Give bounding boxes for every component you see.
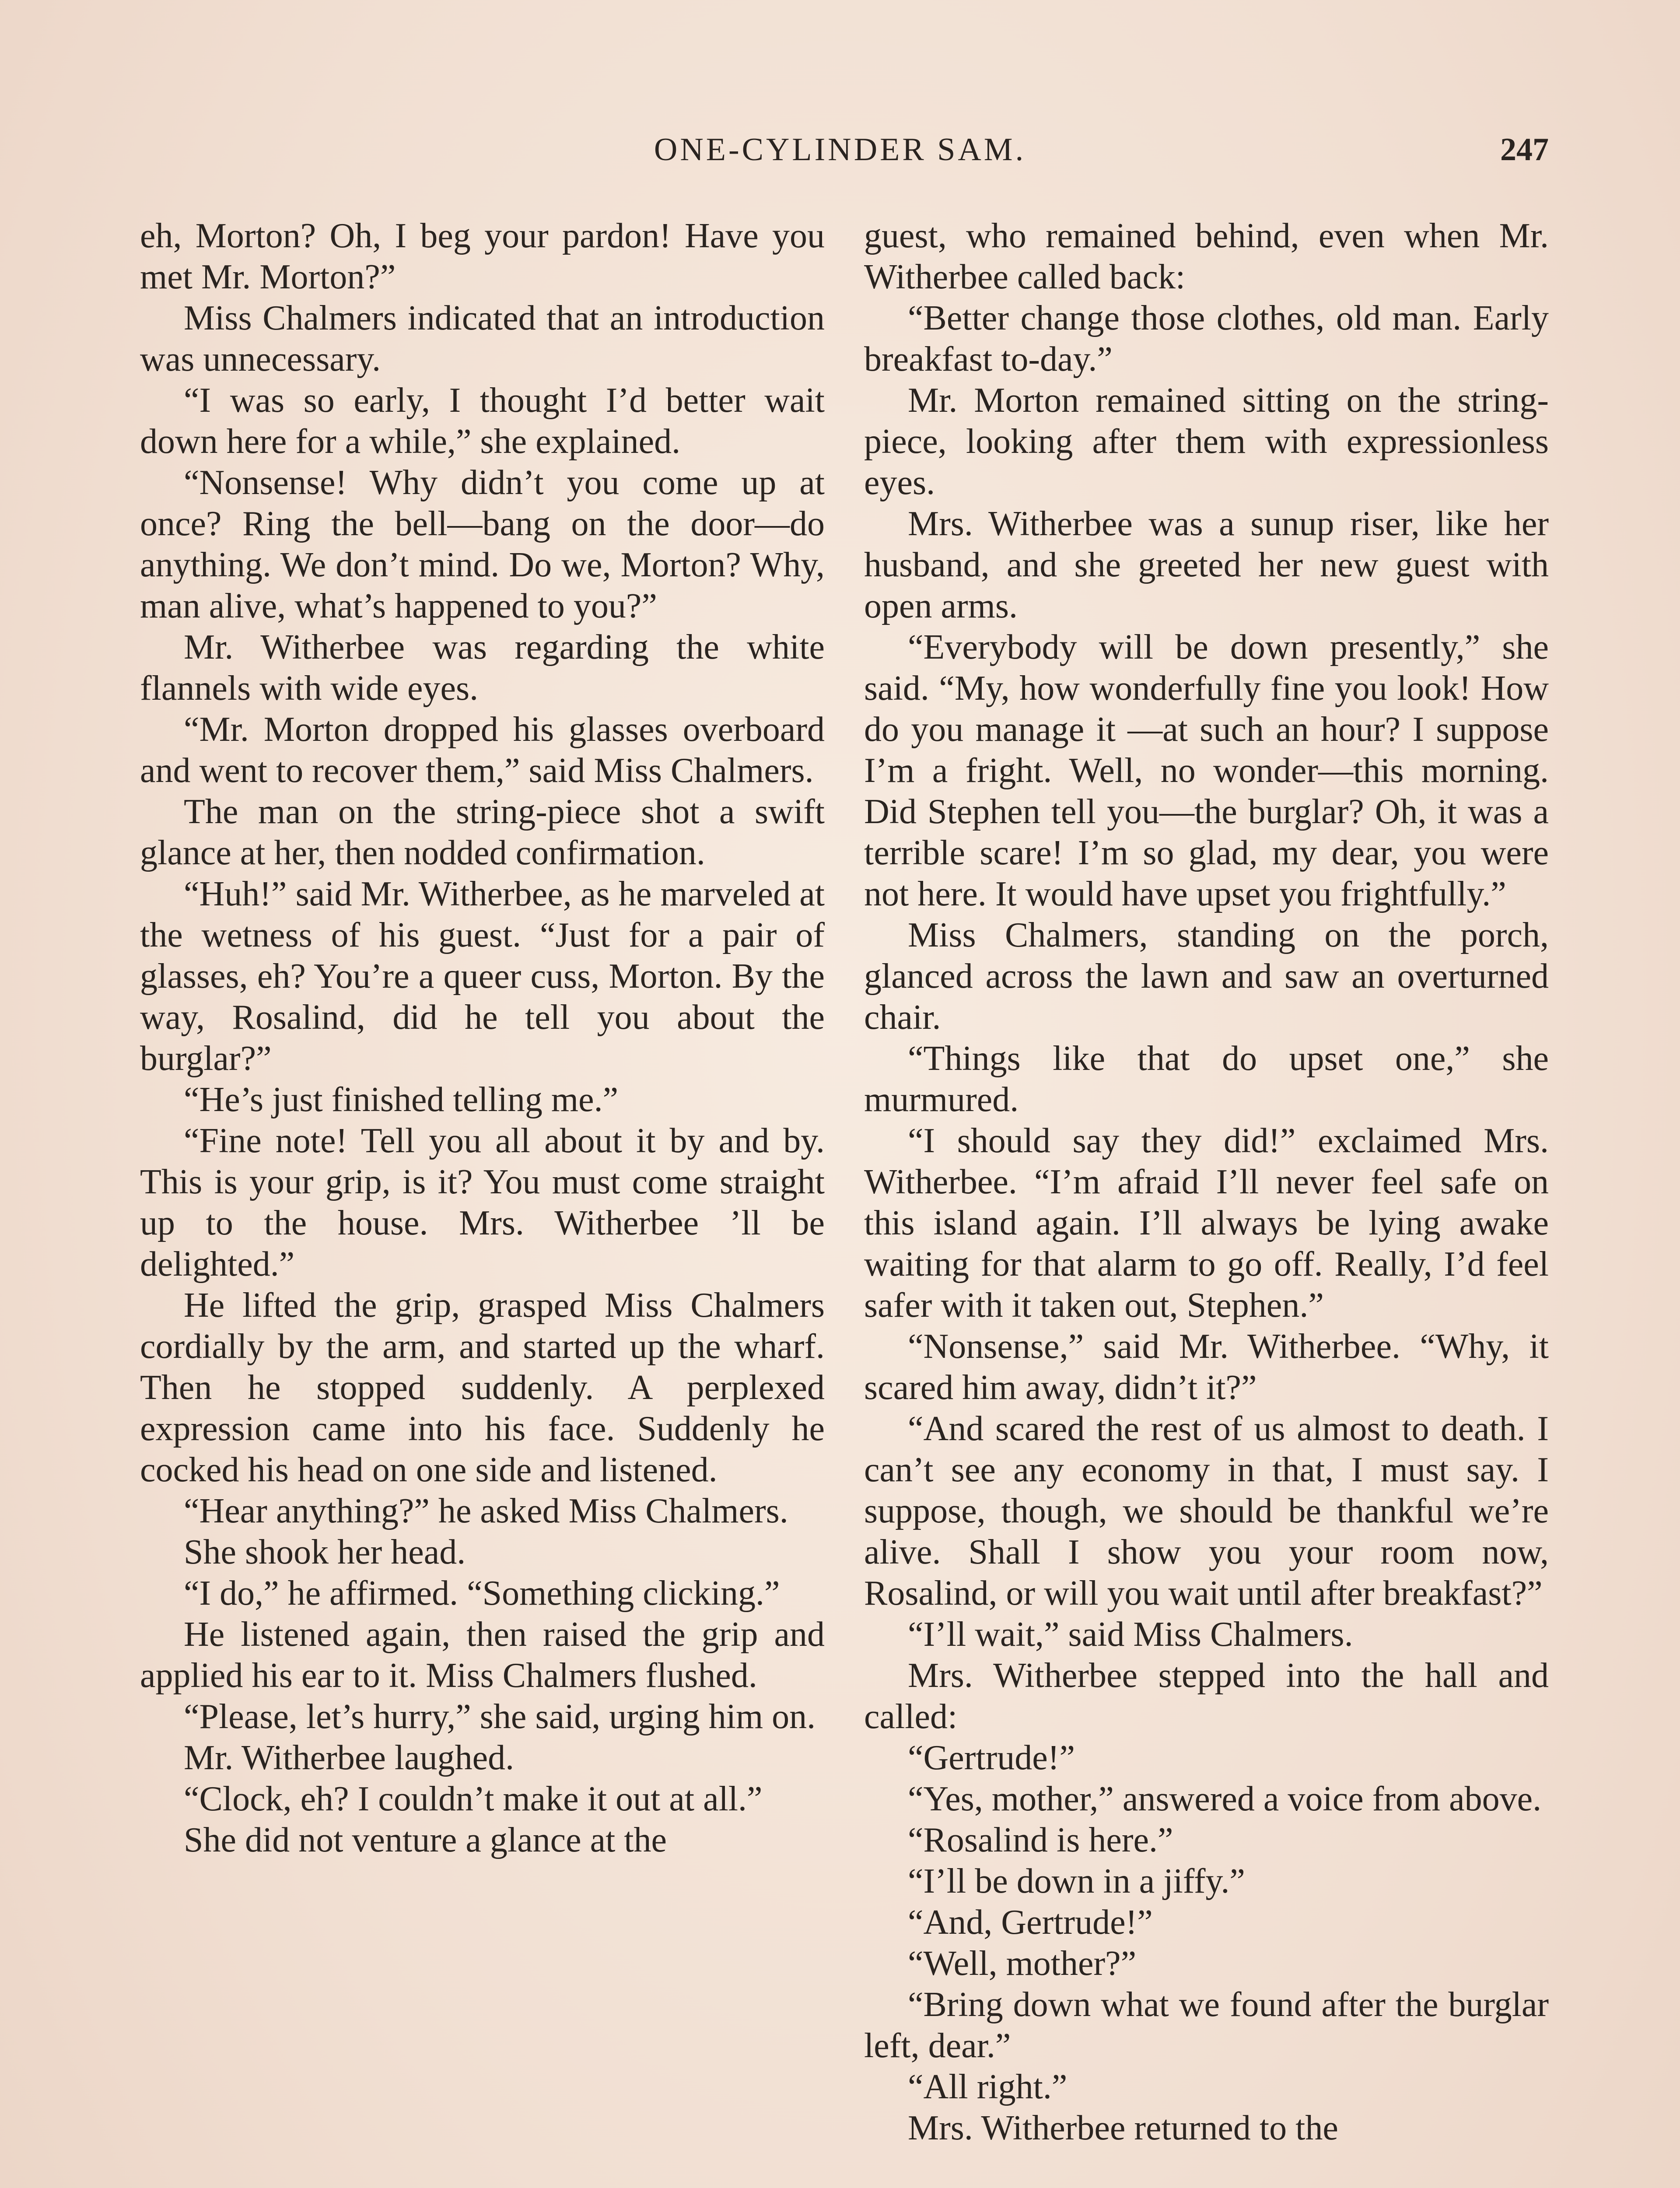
paragraph: “Nonsense! Why didn’t you come up at once? Ring the bell—bang on the door—do anything. We don’t mind. Do we, Morton? Why, man alive, what’s happened to you?” (140, 463, 825, 625)
paragraph: “I’ll wait,” said Miss Chalmers. (908, 1615, 1353, 1654)
paragraph: “I should say they did!” exclaimed Mrs. Witherbee. “I’m afraid I’ll never feel safe on this island again. I’ll always be lying awake waiting for that alarm to go off. Really, I’d feel safer with it taken out, Stephen.” (864, 1122, 1549, 1325)
paragraph: “And scared the rest of us almost to death. I can’t see any economy in that, I must say. I suppose, though, we should be thankful we’re alive. Shall I show you your room now, Rosalind, or will you wait until after breakfast?” (864, 1410, 1549, 1613)
paragraph: “And, Gertrude!” (908, 1903, 1153, 1942)
paragraph: guest, who remained behind, even when Mr. Witherbee called back: (864, 217, 1549, 296)
paragraph: “Fine note! Tell you all about it by and by. This is your grip, is it? You must come straight up to the house. Mrs. Witherbee ’ll be delighted.” (140, 1122, 825, 1283)
paragraph: “Huh!” said Mr. Witherbee, as he marveled at the wetness of his guest. “Just for a pair of glasses, eh? You’re a queer cuss, Morton. By the way, Rosalind, did he tell you about the burglar?” (140, 875, 825, 1078)
paragraph: He listened again, then raised the grip and applied his ear to it. Miss Chalmers flushed. (140, 1615, 825, 1695)
paragraph: “Hear anything?” he asked Miss Chalmers. (184, 1492, 788, 1530)
paragraph: “Bring down what we found after the burglar left, dear.” (864, 1985, 1549, 2065)
paragraph: Mr. Morton remained sitting on the string-piece, looking after them with expressionless eyes. (864, 381, 1549, 502)
paragraph: “Please, let’s hurry,” she said, urging him on. (184, 1697, 816, 1736)
paragraph: “Yes, mother,” answered a voice from above. (908, 1780, 1542, 1818)
paragraph: “Better change those clothes, old man. Early breakfast to-day.” (864, 299, 1549, 379)
paragraph: Mrs. Witherbee returned to the (908, 2109, 1338, 2147)
paragraph: “Clock, eh? I couldn’t make it out at all.” (184, 1780, 763, 1818)
paragraph: The man on the string-piece shot a swift glance at her, then nodded confirmation. (140, 792, 825, 872)
paragraph: “Well, mother?” (908, 1944, 1137, 1983)
paragraph: He lifted the grip, grasped Miss Chalmers cordially by the arm, and started up the wharf. Then he stopped suddenly. A perplexed expression came into his face. Suddenly he cocked his head on one side and listened. (140, 1286, 825, 1489)
paragraph: Miss Chalmers, standing on the porch, glanced across the lawn and saw an overturned chair. (864, 916, 1549, 1037)
paragraph: Mrs. Witherbee stepped into the hall and called: (864, 1656, 1549, 1736)
paragraph: Mrs. Witherbee was a sunup riser, like her husband, and she greeted her new guest with open arms. (864, 505, 1549, 625)
paragraph: “Things like that do upset one,” she murmured. (864, 1039, 1549, 1119)
paragraph: “He’s just finished telling me.” (184, 1080, 619, 1119)
left-column (140, 215, 825, 1861)
page-number: 247 (1500, 132, 1549, 168)
running-header (131, 131, 1549, 184)
paragraph: Mr. Witherbee was regarding the white flannels with wide eyes. (140, 628, 825, 708)
paragraph: She shook her head. (184, 1533, 466, 1571)
paragraph: Mr. Witherbee laughed. (184, 1739, 514, 1777)
paragraph: “Everybody will be down presently,” she said. “My, how wonderfully fine you look! How do you manage it —at such an hour? I suppose I’m a fright. Well, no wonder—this morning. Did Stephen tell you—the burglar? Oh, it was a terrible scare! I’m so glad, my dear, you were not here. It would have upset you frightfully.” (864, 628, 1549, 913)
paragraph: “All right.” (908, 2068, 1068, 2106)
paragraph: eh, Morton? Oh, I beg your pardon! Have you met Mr. Morton?” (140, 217, 825, 296)
running-title: ONE-CYLINDER SAM. (654, 132, 1026, 168)
paragraph: “Gertrude!” (908, 1739, 1075, 1777)
paragraph: “Nonsense,” said Mr. Witherbee. “Why, it scared him away, didn’t it?” (864, 1327, 1549, 1407)
paragraph: “I was so early, I thought I’d better wait down here for a while,” she explained. (140, 381, 825, 461)
paragraph: “Rosalind is here.” (908, 1821, 1173, 1859)
paragraph: “I do,” he affirmed. “Something clicking.” (184, 1574, 780, 1613)
paragraph: “Mr. Morton dropped his glasses overboard and went to recover them,” said Miss Chalmers. (140, 710, 825, 790)
paragraph: Miss Chalmers indicated that an introduction was unnecessary. (140, 299, 825, 379)
right-column (864, 215, 1549, 2149)
paragraph: “I’ll be down in a jiffy.” (908, 1862, 1245, 1900)
paragraph: She did not venture a glance at the (184, 1821, 667, 1859)
